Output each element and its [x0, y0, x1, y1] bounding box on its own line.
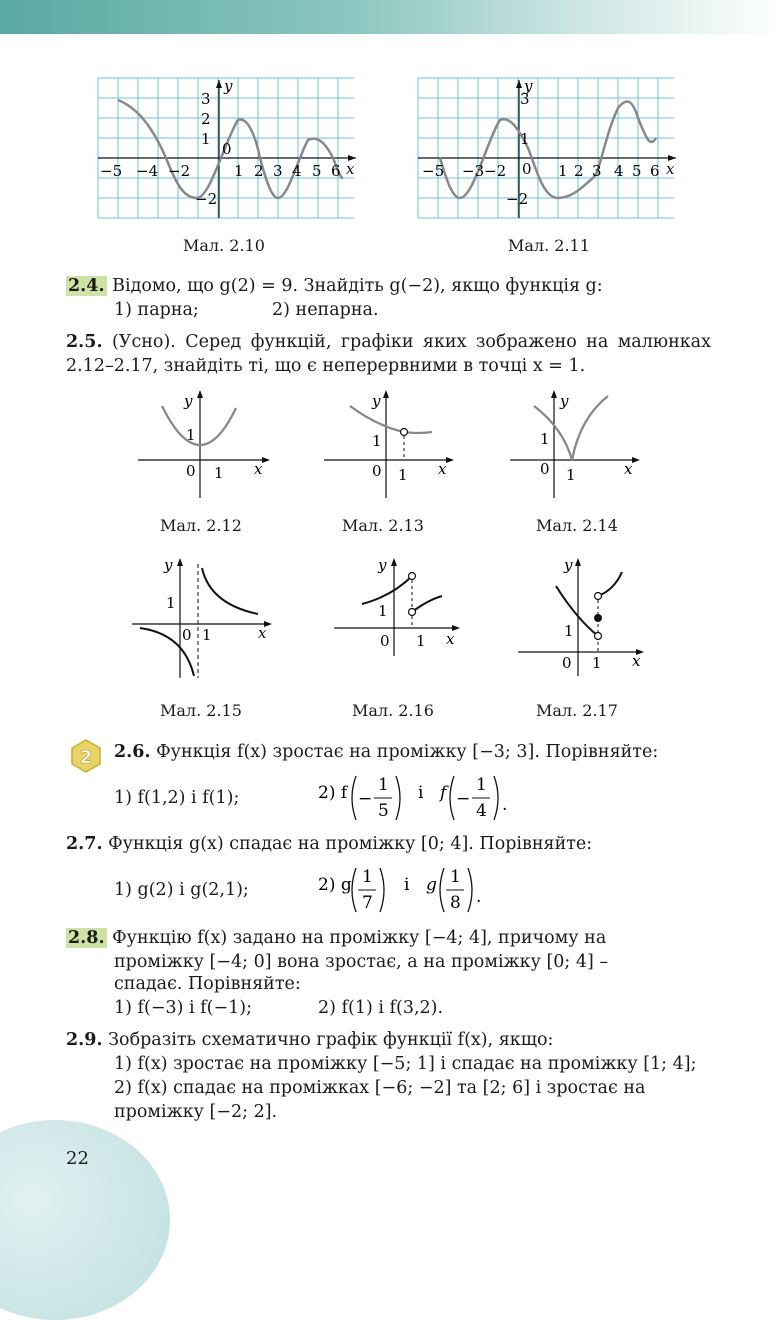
frac1-num: 1 [378, 775, 389, 795]
item-prefix: 2) g [318, 875, 352, 895]
y-axis-label: y [184, 392, 193, 410]
problem-number: 2.9. [66, 1030, 103, 1050]
x-one-label: 1 [202, 626, 212, 644]
problem-2-7 [66, 832, 711, 856]
y-tick-1: 1 [201, 130, 211, 148]
svg-text:.: . [502, 795, 508, 815]
problem-2-5 [66, 330, 711, 378]
x-tick-3: 3 [592, 162, 602, 180]
x-one-label: 1 [592, 654, 602, 672]
problem-2-4 [66, 274, 711, 298]
problem-number: 2.5. [66, 332, 103, 352]
caption-2-16: Мал. 2.16 [352, 701, 434, 720]
problem-number: 2.7. [66, 834, 103, 854]
problem-2-9 [66, 1028, 711, 1052]
problem-text: Функція g(x) спадає на проміжку [0; 4]. Порівняйте: [108, 834, 593, 854]
y-one-label: 1 [378, 602, 388, 620]
caption-2-11: Мал. 2.11 [508, 236, 590, 255]
caption-2-14: Мал. 2.14 [536, 516, 618, 535]
x-tick-6: 6 [650, 162, 660, 180]
svg-text:.: . [476, 887, 482, 907]
x-tick-2: 2 [254, 162, 264, 180]
figure-2-15 [130, 556, 280, 680]
x-tick-minus2: −2 [168, 162, 191, 180]
x-tick-minus4: −4 [136, 162, 159, 180]
x-axis-label: x [666, 160, 675, 178]
origin-label: 0 [182, 626, 192, 644]
problem-number: 2.6. [114, 742, 151, 762]
caption-2-15: Мал. 2.15 [160, 701, 242, 720]
graph-2-10 [98, 78, 358, 220]
x-axis-label: x [254, 460, 263, 478]
x-tick-minus5: −5 [422, 162, 445, 180]
x-one-label: 1 [214, 464, 224, 482]
x-axis-label: x [632, 652, 641, 670]
figure-2-16 [332, 556, 472, 666]
level-badge [68, 738, 104, 774]
origin-label: 0 [522, 160, 532, 178]
y-tick-1: 1 [520, 130, 530, 148]
caption-2-17: Мал. 2.17 [536, 701, 618, 720]
page-number: 22 [66, 1148, 89, 1169]
svg-text:−: − [358, 789, 373, 809]
graph-2-12 [136, 388, 276, 500]
problem-2-7-item2 [318, 862, 498, 918]
joiner: і [418, 783, 424, 803]
y-axis-label: y [372, 392, 381, 410]
y-axis-label: y [378, 556, 387, 574]
origin-label: 0 [380, 632, 390, 650]
origin-label: 0 [540, 460, 550, 478]
x-axis-label: x [446, 630, 455, 648]
graph-2-17 [516, 556, 656, 678]
problem-text: Відомо, що g(2) = 9. Знайдіть g(−2), якщо функція g: [112, 276, 603, 296]
origin-label: 0 [222, 140, 232, 158]
y-tick-minus2: −2 [506, 190, 529, 208]
origin-label: 0 [372, 462, 382, 480]
problem-2-6 [114, 740, 714, 764]
y-one-label: 1 [186, 426, 196, 444]
x-axis-label: x [258, 624, 267, 642]
problem-2-9-line1: 1) f(x) зростає на проміжку [−5; 1] і спадає на проміжку [1; 4]; [114, 1054, 697, 1074]
graph-2-16 [332, 556, 472, 666]
y-axis-label: y [524, 77, 533, 95]
x-tick-6: 6 [331, 162, 341, 180]
x-tick-1: 1 [234, 162, 244, 180]
y-one-label: 1 [166, 594, 176, 612]
origin-label: 0 [186, 462, 196, 480]
problem-2-4-item2: 2) непарна. [272, 300, 379, 320]
problem-2-8-item2: 2) f(1) і f(3,2). [318, 998, 444, 1018]
x-tick-2: 2 [574, 162, 584, 180]
y-one-label: 1 [372, 432, 382, 450]
x-one-label: 1 [566, 466, 576, 484]
y-tick-3: 3 [520, 90, 530, 108]
frac2-den: 8 [450, 893, 461, 913]
caption-2-12: Мал. 2.12 [160, 516, 242, 535]
problem-2-8-item1: 1) f(−3) і f(−1); [114, 998, 253, 1018]
x-one-label: 1 [416, 632, 426, 650]
figure-2-14 [508, 388, 648, 500]
y-tick-minus2: −2 [195, 190, 218, 208]
problem-2-9-line3: проміжку [−2; 2]. [114, 1102, 278, 1122]
figure-2-17 [516, 556, 656, 678]
figure-2-13 [322, 388, 462, 500]
y-axis-label: y [564, 556, 573, 574]
x-tick-minus3: −3 [462, 162, 485, 180]
problem-text: Функція f(x) зростає на проміжку [−3; 3]. Порівняйте: [156, 742, 659, 762]
frac1-num: 1 [362, 867, 373, 887]
y-axis-label: y [224, 77, 233, 95]
problem-2-7-item1: 1) g(2) і g(2,1); [114, 880, 249, 900]
x-axis-label: x [624, 460, 633, 478]
origin-label: 0 [562, 654, 572, 672]
frac2-den: 4 [476, 801, 487, 821]
problem-2-6-item1: 1) f(1,2) і f(1); [114, 788, 240, 808]
problem-text: (Усно). Серед функцій, графіки яких зображено на малюнках 2.12–2.17, знайдіть ті, що є неперервними в точці x = 1. [66, 332, 711, 376]
item-fn: g [426, 875, 437, 895]
problem-number: 2.4. [68, 276, 105, 296]
y-tick-2: 2 [201, 110, 211, 128]
frac2-num: 1 [450, 867, 461, 887]
x-tick-5: 5 [632, 162, 642, 180]
svg-text:−: − [456, 789, 471, 809]
y-one-label: 1 [564, 622, 574, 640]
problem-2-4-item1: 1) парна; [114, 300, 199, 320]
problem-2-8 [66, 926, 711, 950]
problem-line1: Функцію f(x) задано на проміжку [−4; 4], причому на [112, 928, 607, 948]
level-badge-number: 2 [79, 747, 93, 768]
figure-2-11 [418, 78, 678, 220]
x-tick-4: 4 [292, 162, 302, 180]
graph-2-14 [508, 388, 648, 500]
y-axis-label: y [560, 392, 569, 410]
x-tick-4: 4 [614, 162, 624, 180]
y-tick-3: 3 [201, 90, 211, 108]
header-band [0, 0, 782, 34]
y-axis-label: y [164, 556, 173, 574]
item-prefix: 2) f [318, 783, 348, 803]
graph-2-11 [418, 78, 678, 220]
figure-2-10 [98, 78, 358, 220]
graph-2-15 [130, 556, 280, 680]
problem-2-8-line2: проміжку [−4; 0] вона зростає, а на проміжку [0; 4] – [114, 952, 609, 972]
frac1-den: 7 [362, 893, 373, 913]
problem-2-6-item2 [318, 770, 518, 826]
figure-2-12 [136, 388, 276, 500]
caption-2-10: Мал. 2.10 [183, 236, 265, 255]
x-tick-5: 5 [312, 162, 322, 180]
problem-text: Зобразіть схематично графік функції f(x), якщо: [108, 1030, 554, 1050]
graph-2-13 [322, 388, 462, 500]
frac2-num: 1 [476, 775, 487, 795]
problem-number: 2.8. [68, 928, 105, 948]
x-axis-label: x [346, 160, 355, 178]
x-tick-minus2: −2 [484, 162, 507, 180]
x-tick-minus5: −5 [100, 162, 123, 180]
problem-2-8-line3: спадає. Порівняйте: [114, 974, 301, 994]
frac1-den: 5 [378, 801, 389, 821]
x-tick-3: 3 [273, 162, 283, 180]
caption-2-13: Мал. 2.13 [342, 516, 424, 535]
x-tick-1: 1 [558, 162, 568, 180]
joiner: і [404, 875, 410, 895]
y-one-label: 1 [540, 430, 550, 448]
x-axis-label: x [438, 460, 447, 478]
problem-2-9-line2: 2) f(x) спадає на проміжках [−6; −2] та [2; 6] і зростає на [114, 1078, 646, 1098]
x-one-label: 1 [398, 466, 408, 484]
item-fn: f [440, 783, 447, 803]
